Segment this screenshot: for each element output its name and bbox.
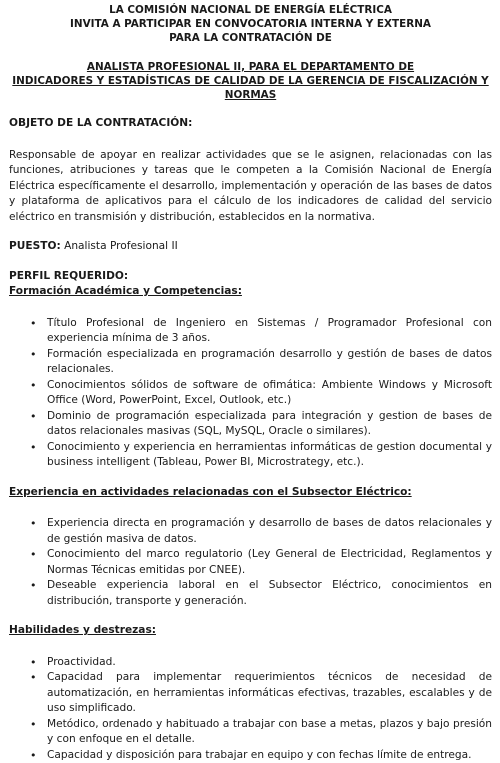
list-item: • Proactividad. <box>30 655 116 669</box>
objeto-text: Responsable de apoyar en realizar actividades que se le asignen, relacionadas con las funciones, atribuciones y tareas que le competen a la Comisión Nacional de Energía Eléctrica específicamente el desarrollo, implementación y operación de las bases de datos y plataforma de aplicativos para el cálculo de los indicadores de calidad del servicio eléctrico en transmisión y distribución, establecidos en la normativa. <box>9 148 492 223</box>
experiencia-list <box>9 516 492 609</box>
position-title-line-2: INDICADORES Y ESTADÍSTICAS DE CALIDAD DE LA GERENCIA DE FISCALIZACIÓN Y NORMAS <box>12 74 489 102</box>
bullet-icon: • <box>30 517 37 531</box>
bullet-icon: • <box>30 409 37 423</box>
puesto-value: Analista Profesional II <box>64 240 178 253</box>
objeto-heading: OBJETO DE LA CONTRATACIÓN: <box>9 117 193 130</box>
puesto-line <box>9 239 492 255</box>
list-item: • Capacidad y disposición para trabajar en equipo y con fechas límite de entrega. <box>30 748 472 762</box>
position-title-line-1: ANALISTA PROFESIONAL II, PARA EL DEPARTAMENTO DE <box>86 60 415 73</box>
list-item: • Deseable experiencia laboral en el Subsector Eléctrico, conocimientos en distribución, transporte y generación. <box>30 579 492 607</box>
perfil-heading: PERFIL REQUERIDO: <box>9 269 129 282</box>
bullet-icon: • <box>30 655 37 669</box>
habilidades-heading: Habilidades y destrezas: <box>9 624 156 637</box>
experiencia-heading: Experiencia en actividades relacionadas con el Subsector Eléctrico: <box>9 485 412 498</box>
list-item: • Dominio de programación especializada para integración y gestion de bases de datos relacionales masivas (SQL, MySQL, Oracle o similares). <box>30 409 492 438</box>
bullet-icon: • <box>30 316 37 330</box>
puesto-label: PUESTO: <box>9 240 61 253</box>
bullet-icon: • <box>30 717 37 731</box>
habilidades-list <box>9 655 492 763</box>
formacion-heading: Formación Académica y Competencias: <box>9 285 242 298</box>
bullet-icon: • <box>30 579 37 593</box>
header-line-3: PARA LA CONTRATACIÓN DE <box>169 32 332 45</box>
bullet-icon: • <box>30 748 37 762</box>
bullet-icon: • <box>30 440 37 454</box>
header-line-1: LA COMISIÓN NACIONAL DE ENERGÍA ELÉCTRICA <box>109 4 392 16</box>
list-item: • Metódico, ordenado y habituado a trabajar con base a metas, plazos y bajo presión y con enfoque en el detalle. <box>30 717 492 746</box>
bullet-icon: • <box>30 671 37 685</box>
bullet-icon: • <box>30 347 37 361</box>
header-line-2: INVITA A PARTICIPAR EN CONVOCATORIA INTERNA Y EXTERNA <box>70 18 431 31</box>
formacion-list <box>9 316 492 471</box>
list-item: • Título Profesional de Ingeniero en Sistemas / Programador Profesional con experiencia mínima de 3 años. <box>30 316 492 345</box>
list-item: • Capacidad para implementar requerimientos técnicos de necesidad de automatización, en herramientas informáticas efectivas, trazables, escalables y de uso simplificado. <box>30 671 492 715</box>
list-item: • Formación especializada en programación desarrollo y gestión de bases de datos relacionales. <box>30 347 492 376</box>
list-item: • Experiencia directa en programación y desarrollo de bases de datos relacionales y de gestión masiva de datos. <box>30 517 492 545</box>
list-item: • Conocimientos sólidos de software de ofimática: Ambiente Windows y Microsoft Office (Word, PowerPoint, Excel, Outlook, etc.) <box>30 378 492 407</box>
position-title <box>9 60 492 103</box>
list-item: • Conocimiento del marco regulatorio (Ley General de Electricidad, Reglamentos y Normas Técnicas emitidas por CNEE). <box>30 548 492 576</box>
bullet-icon: • <box>30 548 37 562</box>
list-item: • Conocimiento y experiencia en herramientas informáticas de gestion documental y business intelligent (Tableau, Power BI, Microstrategy, etc.). <box>30 440 492 469</box>
bullet-icon: • <box>30 378 37 392</box>
document-header <box>9 3 492 46</box>
